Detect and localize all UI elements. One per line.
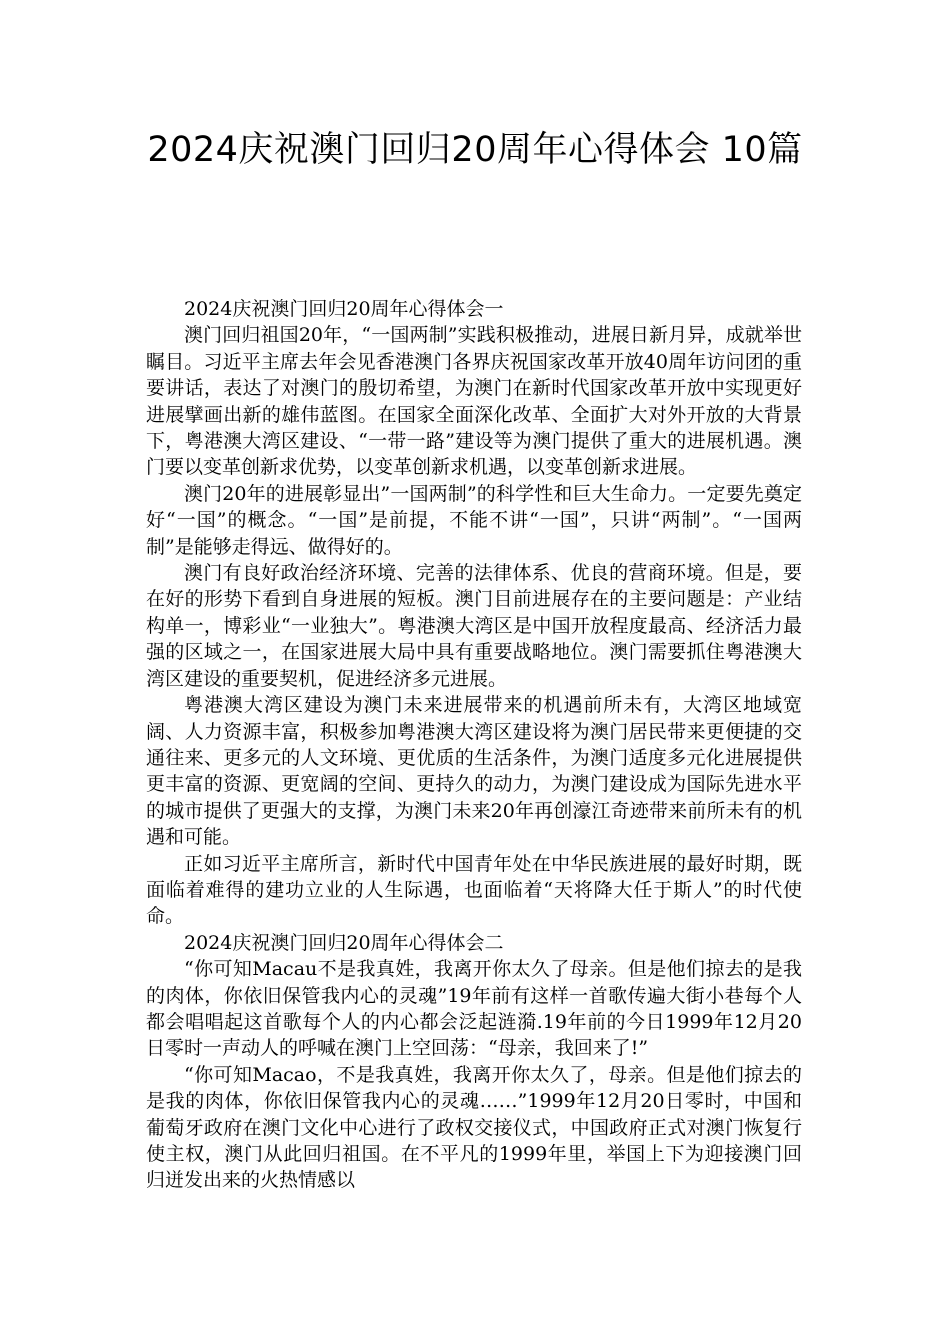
paragraph: 粤港澳大湾区建设为澳门未来进展带来的机遇前所未有，大湾区地域宽阔、人力资源丰富，积极参加粤港澳大湾区建设将为澳门居民带来更便捷的交通往来、更多元的人文环境、更优质的生活条件，为澳门适度多元化进展提供更丰富的资源、更宽阔的空间、更持久的动力，为澳门建设成为国际先进水平的城市提供了更强大的支撑，为澳门未来20年再创濠江奇迹带来前所未有的机遇和可能。: [146, 694, 802, 849]
document-body: [146, 296, 802, 1194]
section-heading-2: 2024庆祝澳门回归20周年心得体会二: [184, 931, 504, 954]
paragraph: 澳门回归祖国20年，“一国两制”实践积极推动，进展日新月异，成就举世瞩目。习近平主席去年会见香港澳门各界庆祝国家改革开放40周年访问团的重要讲话，表达了对澳门的殷切希望，为澳门在新时代国家改革开放中实现更好进展擘画出新的雄伟蓝图。在国家全面深化改革、全面扩大对外开放的大背景下，粤港澳大湾区建设、“一带一路”建设等为澳门提供了重大的进展机遇。澳门要以变革创新求优势，以变革创新求机遇，以变革创新求进展。: [146, 324, 802, 479]
paragraph: 澳门有良好政治经济环境、完善的法律体系、优良的营商环境。但是，要在好的形势下看到自身进展的短板。澳门目前进展存在的主要问题是：产业结构单一，博彩业“一业独大”。粤港澳大湾区是中国开放程度最高、经济活力最强的区域之一，在国家进展大局中具有重要战略地位。澳门需要抓住粤港澳大湾区建设的重要契机，促进经济多元进展。: [146, 562, 802, 690]
paragraph: 澳门20年的进展彰显出”一国两制”的科学性和巨大生命力。一定要先奠定好“一国”的概念。“一国”是前提，不能不讲“一国”，只讲“两制”。“一国两制”是能够走得远、做得好的。: [146, 482, 802, 558]
section-heading-1: 2024庆祝澳门回归20周年心得体会一: [184, 298, 504, 320]
paragraph: 正如习近平主席所言，新时代中国青年处在中华民族进展的最好时期，既面临着难得的建功立业的人生际遇，也面临着“天将降大任于斯人”的时代使命。: [146, 852, 802, 928]
paragraph: “你可知Macau不是我真姓，我离开你太久了母亲。但是他们掠去的是我的肉体，你依旧保管我内心的灵魂”19年前有这样一首歌传遍大街小巷每个人都会唱唱起这首歌每个人的内心都会泛起涟漪.19年前的今日1999年12月20日零时一声动人的呼喊在澳门上空回荡：“母亲，我回来了!”: [146, 958, 802, 1060]
paragraph: “你可知Macao，不是我真姓，我离开你太久了，母亲。但是他们掠去的是我的肉体，你依旧保管我内心的灵魂……”1999年12月20日零时，中国和葡萄牙政府在澳门文化中心进行了政权交接仪式，中国政府正式对澳门恢复行使主权，澳门从此回归祖国。在不平凡的1999年里，举国上下为迎接澳门回归迸发出来的火热情感以: [146, 1063, 802, 1192]
document-title: 2024庆祝澳门回归20周年心得体会 10篇: [147, 130, 803, 170]
